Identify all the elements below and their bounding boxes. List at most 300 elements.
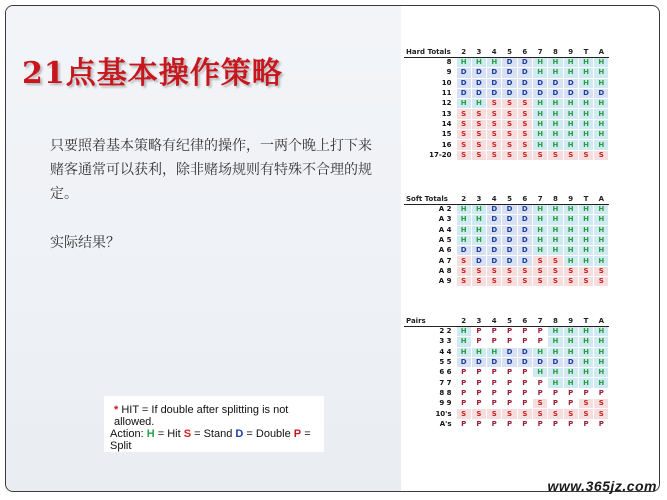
action-cell: D <box>456 246 471 256</box>
action-cell: S <box>517 277 532 287</box>
table-header-row <box>404 316 609 327</box>
stand-label: = Stand <box>191 428 236 440</box>
table-row <box>404 68 609 78</box>
action-cell: D <box>471 246 486 256</box>
action-cell: D <box>487 205 502 215</box>
action-cell: H <box>563 119 578 129</box>
action-cell: H <box>594 327 609 337</box>
action-cell: P <box>548 399 563 409</box>
action-cell: H <box>594 99 609 109</box>
action-cell: D <box>471 357 486 367</box>
action-cell: P <box>502 399 517 409</box>
action-cell: H <box>456 235 471 245</box>
action-cell: S <box>471 130 486 140</box>
action-cell: H <box>456 58 471 68</box>
slide-title: 21点基本操作策略 <box>22 56 283 91</box>
hand-label: A 7 <box>404 256 456 266</box>
action-cell: D <box>517 256 532 266</box>
dealer-card-header: 2 <box>456 316 471 327</box>
action-cell: H <box>456 215 471 225</box>
action-cell: P <box>487 419 502 429</box>
table-row <box>404 109 609 119</box>
action-cell: D <box>456 88 471 98</box>
dealer-card-header: A <box>594 47 609 58</box>
hand-label: 5 5 <box>404 357 456 367</box>
action-cell: H <box>594 225 609 235</box>
action-cell: S <box>471 150 486 160</box>
action-cell: S <box>471 109 486 119</box>
action-cell: S <box>487 130 502 140</box>
action-cell: P <box>471 378 486 388</box>
action-cell: S <box>563 409 578 419</box>
action-cell: D <box>517 347 532 357</box>
hand-label: A's <box>404 419 456 429</box>
hand-label: 4 4 <box>404 347 456 357</box>
action-cell: H <box>578 235 593 245</box>
dealer-card-header: 3 <box>471 194 486 205</box>
action-cell: D <box>502 215 517 225</box>
action-cell: D <box>517 235 532 245</box>
action-cell: H <box>563 225 578 235</box>
action-cell: S <box>487 99 502 109</box>
action-cell: P <box>532 419 547 429</box>
hand-label: 10's <box>404 409 456 419</box>
slide-frame <box>5 5 660 492</box>
action-cell: H <box>594 140 609 150</box>
dealer-card-header: 3 <box>471 47 486 58</box>
action-cell: D <box>532 88 547 98</box>
action-cell: H <box>456 337 471 347</box>
action-cell: P <box>502 419 517 429</box>
action-cell: H <box>578 368 593 378</box>
action-cell: H <box>578 246 593 256</box>
dealer-card-header: 4 <box>487 47 502 58</box>
action-cell: H <box>548 368 563 378</box>
action-cell: H <box>548 58 563 68</box>
hand-label: 15 <box>404 130 456 140</box>
table-header-row <box>404 194 609 205</box>
action-cell: P <box>578 388 593 398</box>
action-cell: D <box>578 88 593 98</box>
action-cell: D <box>502 88 517 98</box>
hand-label: 17-20 <box>404 150 456 160</box>
action-cell: S <box>532 277 547 287</box>
action-cell: S <box>471 266 486 276</box>
action-cell: H <box>532 205 547 215</box>
action-cell: H <box>456 225 471 235</box>
action-cell: D <box>517 88 532 98</box>
action-cell: H <box>594 130 609 140</box>
action-cell: S <box>456 140 471 150</box>
action-cell: S <box>471 277 486 287</box>
action-cell: D <box>487 68 502 78</box>
table-row <box>404 78 609 88</box>
watermark: www.365jz.com <box>547 478 657 494</box>
action-cell: H <box>563 130 578 140</box>
action-cell: H <box>578 58 593 68</box>
action-cell: S <box>456 150 471 160</box>
action-cell: S <box>578 409 593 419</box>
action-cell: H <box>563 368 578 378</box>
action-cell: H <box>532 99 547 109</box>
hand-label: 16 <box>404 140 456 150</box>
table-row <box>404 235 609 245</box>
table-row <box>404 419 609 429</box>
action-cell: S <box>471 409 486 419</box>
action-cell: H <box>578 357 593 367</box>
table-row <box>404 266 609 276</box>
action-cell: P <box>471 419 486 429</box>
action-cell: S <box>578 399 593 409</box>
action-cell: S <box>487 277 502 287</box>
hand-label: A 2 <box>404 205 456 215</box>
action-cell: D <box>594 88 609 98</box>
table-row <box>404 347 609 357</box>
hand-label: 10 <box>404 78 456 88</box>
action-cell: H <box>532 130 547 140</box>
action-cell: D <box>502 225 517 235</box>
action-cell: S <box>487 109 502 119</box>
action-cell: S <box>502 150 517 160</box>
action-cell: D <box>502 246 517 256</box>
hand-label: 9 <box>404 68 456 78</box>
action-cell: H <box>532 215 547 225</box>
hand-label: 11 <box>404 88 456 98</box>
action-cell: H <box>548 109 563 119</box>
table-row <box>404 215 609 225</box>
action-cell: H <box>471 58 486 68</box>
action-cell: H <box>563 378 578 388</box>
action-cell: H <box>578 99 593 109</box>
action-cell: H <box>563 68 578 78</box>
split-code: P <box>293 428 302 440</box>
action-cell: S <box>594 150 609 160</box>
action-cell: P <box>456 388 471 398</box>
action-cell: P <box>578 419 593 429</box>
action-cell: H <box>563 327 578 337</box>
action-cell: H <box>563 99 578 109</box>
action-cell: S <box>502 140 517 150</box>
action-cell: H <box>548 337 563 347</box>
action-cell: H <box>548 119 563 129</box>
dealer-card-header: 9 <box>563 316 578 327</box>
action-cell: H <box>471 205 486 215</box>
action-cell: H <box>563 347 578 357</box>
action-cell: H <box>471 99 486 109</box>
action-cell: D <box>517 78 532 88</box>
action-cell: P <box>532 337 547 347</box>
action-cell: S <box>517 266 532 276</box>
hand-label: A 4 <box>404 225 456 235</box>
dealer-card-header: T <box>578 194 593 205</box>
double-label: = Double <box>243 428 294 440</box>
action-cell: H <box>532 368 547 378</box>
action-cell: H <box>578 109 593 119</box>
action-cell: H <box>456 327 471 337</box>
action-cell: P <box>471 337 486 347</box>
action-cell: H <box>532 68 547 78</box>
action-cell: H <box>563 140 578 150</box>
dealer-card-header: 5 <box>502 316 517 327</box>
action-cell: H <box>487 58 502 68</box>
table-row <box>404 378 609 388</box>
action-cell: H <box>594 205 609 215</box>
action-cell: S <box>517 150 532 160</box>
action-cell: S <box>578 266 593 276</box>
action-cell: D <box>532 357 547 367</box>
table-title: Pairs <box>404 316 456 327</box>
action-cell: H <box>578 140 593 150</box>
dealer-card-header: 5 <box>502 47 517 58</box>
action-cell: D <box>517 58 532 68</box>
action-cell: H <box>471 215 486 225</box>
table-title: Soft Totals <box>404 194 456 205</box>
action-cell: D <box>487 246 502 256</box>
action-cell: D <box>517 357 532 367</box>
action-cell: P <box>471 388 486 398</box>
action-cell: D <box>456 68 471 78</box>
action-cell: S <box>548 266 563 276</box>
action-cell: S <box>502 277 517 287</box>
action-cell: S <box>487 266 502 276</box>
action-cell: S <box>532 409 547 419</box>
action-cell: S <box>502 109 517 119</box>
dealer-card-header: 5 <box>502 194 517 205</box>
action-cell: D <box>502 256 517 266</box>
action-cell: D <box>563 357 578 367</box>
table-row <box>404 150 609 160</box>
action-cell: H <box>594 368 609 378</box>
action-cell: H <box>548 99 563 109</box>
action-cell: H <box>594 337 609 347</box>
action-cell: H <box>578 337 593 347</box>
action-cell: H <box>548 246 563 256</box>
table-row <box>404 357 609 367</box>
action-cell: H <box>471 225 486 235</box>
table-row <box>404 205 609 215</box>
action-cell: D <box>471 78 486 88</box>
action-cell: H <box>594 68 609 78</box>
action-cell: H <box>548 205 563 215</box>
action-cell: S <box>487 140 502 150</box>
action-prefix: Action: <box>110 428 144 440</box>
action-cell: H <box>578 205 593 215</box>
action-cell: D <box>487 235 502 245</box>
action-cell: P <box>502 337 517 347</box>
action-cell: D <box>502 357 517 367</box>
action-cell: H <box>532 58 547 68</box>
hand-label: 13 <box>404 109 456 119</box>
action-cell: P <box>487 399 502 409</box>
action-cell: S <box>594 266 609 276</box>
table-title: Hard Totals <box>404 47 456 58</box>
action-cell: D <box>487 225 502 235</box>
action-cell: H <box>578 215 593 225</box>
action-cell: P <box>532 388 547 398</box>
action-cell: P <box>487 368 502 378</box>
action-cell: P <box>594 388 609 398</box>
action-cell: P <box>456 378 471 388</box>
table-header-row <box>404 47 609 58</box>
action-cell: S <box>532 399 547 409</box>
action-cell: S <box>471 140 486 150</box>
action-cell: P <box>563 388 578 398</box>
dealer-card-header: 7 <box>532 316 547 327</box>
hit-label: = Hit <box>154 428 184 440</box>
action-cell: S <box>578 150 593 160</box>
action-cell: S <box>578 277 593 287</box>
action-cell: H <box>532 140 547 150</box>
dealer-card-header: 6 <box>517 47 532 58</box>
action-cell: S <box>594 409 609 419</box>
action-cell: H <box>471 347 486 357</box>
hand-label: A 8 <box>404 266 456 276</box>
action-cell: P <box>487 378 502 388</box>
pairs-table <box>404 316 609 430</box>
table-row <box>404 368 609 378</box>
action-cell: D <box>563 88 578 98</box>
action-cell: H <box>548 140 563 150</box>
action-cell: D <box>502 235 517 245</box>
action-cell: P <box>517 399 532 409</box>
action-cell: D <box>517 225 532 235</box>
action-cell: H <box>578 256 593 266</box>
dealer-card-header: 7 <box>532 194 547 205</box>
legend-note <box>104 396 324 452</box>
table-row <box>404 58 609 68</box>
double-code: D <box>235 428 244 440</box>
table-row <box>404 246 609 256</box>
action-cell: H <box>532 347 547 357</box>
action-cell: H <box>548 235 563 245</box>
action-cell: H <box>594 215 609 225</box>
action-cell: P <box>456 399 471 409</box>
action-cell: H <box>456 205 471 215</box>
action-cell: D <box>517 205 532 215</box>
action-cell: D <box>502 58 517 68</box>
action-cell: H <box>563 337 578 347</box>
dealer-card-header: 8 <box>548 47 563 58</box>
action-cell: S <box>456 256 471 266</box>
action-cell: S <box>502 130 517 140</box>
action-cell: D <box>517 68 532 78</box>
action-cell: D <box>517 246 532 256</box>
hand-label: 12 <box>404 99 456 109</box>
action-cell: S <box>563 266 578 276</box>
action-cell: S <box>456 266 471 276</box>
action-cell: S <box>548 409 563 419</box>
action-cell: P <box>456 368 471 378</box>
action-cell: D <box>456 78 471 88</box>
action-cell: D <box>548 78 563 88</box>
action-cell: S <box>502 266 517 276</box>
action-cell: S <box>456 119 471 129</box>
action-cell: H <box>594 235 609 245</box>
hand-label: 8 <box>404 58 456 68</box>
action-cell: P <box>456 419 471 429</box>
note-line-hit <box>114 404 324 428</box>
action-cell: P <box>517 378 532 388</box>
dealer-card-header: T <box>578 316 593 327</box>
slide-paragraph: 只要照着基本策略有纪律的操作，一两个晚上打下来赌客通常可以获利，除非赌场规则有特殊不合理的规定。 <box>50 138 372 202</box>
hand-label: 9 9 <box>404 399 456 409</box>
action-cell: D <box>548 88 563 98</box>
action-cell: H <box>594 256 609 266</box>
action-cell: P <box>517 337 532 347</box>
action-cell: P <box>548 388 563 398</box>
action-cell: S <box>456 130 471 140</box>
action-cell: P <box>563 419 578 429</box>
action-cell: P <box>517 327 532 337</box>
dealer-card-header: 8 <box>548 194 563 205</box>
action-cell: H <box>563 58 578 68</box>
stand-code: S <box>183 428 192 440</box>
hand-label: 14 <box>404 119 456 129</box>
action-cell: P <box>594 419 609 429</box>
action-cell: S <box>502 119 517 129</box>
action-cell: H <box>563 205 578 215</box>
action-cell: P <box>471 327 486 337</box>
action-cell: P <box>487 388 502 398</box>
action-cell: H <box>594 357 609 367</box>
action-cell: H <box>578 347 593 357</box>
action-cell: H <box>578 68 593 78</box>
action-cell: H <box>532 225 547 235</box>
hard-totals-table <box>404 47 609 161</box>
dealer-card-header: T <box>578 47 593 58</box>
action-cell: P <box>502 327 517 337</box>
action-cell: H <box>563 215 578 225</box>
action-cell: S <box>502 99 517 109</box>
table-row <box>404 399 609 409</box>
note-line1-text: HIT = If double after splitting is not allowed. <box>114 404 289 428</box>
action-cell: S <box>487 409 502 419</box>
dealer-card-header: 4 <box>487 194 502 205</box>
action-cell: H <box>532 109 547 119</box>
action-cell: P <box>532 327 547 337</box>
action-cell: H <box>532 235 547 245</box>
action-cell: S <box>456 277 471 287</box>
action-cell: S <box>487 119 502 129</box>
dealer-card-header: 6 <box>517 316 532 327</box>
action-cell: S <box>471 119 486 129</box>
hand-label: A 6 <box>404 246 456 256</box>
hand-label: 8 8 <box>404 388 456 398</box>
table-row <box>404 277 609 287</box>
hand-label: 3 3 <box>404 337 456 347</box>
action-cell: S <box>594 399 609 409</box>
action-cell: H <box>563 256 578 266</box>
dealer-card-header: 7 <box>532 47 547 58</box>
action-cell: P <box>471 368 486 378</box>
dealer-card-header: 6 <box>517 194 532 205</box>
action-cell: S <box>456 409 471 419</box>
action-cell: D <box>502 68 517 78</box>
action-cell: H <box>578 119 593 129</box>
action-cell: S <box>487 150 502 160</box>
action-cell: S <box>532 266 547 276</box>
action-cell: S <box>517 409 532 419</box>
action-cell: H <box>563 235 578 245</box>
action-cell: S <box>517 99 532 109</box>
action-cell: P <box>471 399 486 409</box>
action-cell: P <box>532 378 547 388</box>
action-cell: D <box>487 256 502 266</box>
hand-label: 6 6 <box>404 368 456 378</box>
action-cell: S <box>532 150 547 160</box>
action-cell: H <box>594 109 609 119</box>
action-cell: H <box>548 327 563 337</box>
